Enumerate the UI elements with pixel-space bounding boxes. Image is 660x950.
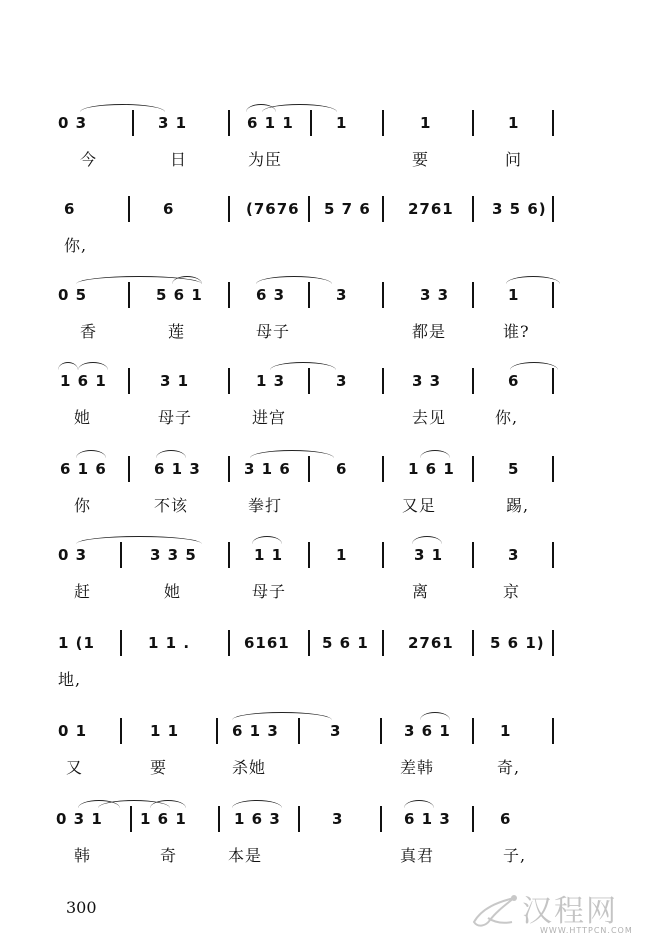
bar-line [308, 630, 310, 656]
lyric: 母子 [256, 322, 291, 341]
note-group: 3 [336, 372, 348, 390]
bar-line [382, 368, 384, 394]
lyric: 问 [505, 150, 523, 169]
tie-arc [150, 800, 186, 809]
note-group: 6 1 3 [404, 810, 451, 828]
lyric: 去见 [412, 408, 447, 427]
note-group: 1 [420, 114, 432, 132]
lyrics-line [0, 147, 660, 173]
score-system-8 [0, 718, 660, 804]
note-group: 3 [336, 286, 348, 304]
note-group: 3 1 6 [244, 460, 291, 478]
crane-logo-icon [468, 888, 522, 936]
bar-line [472, 542, 474, 568]
lyric: 奇 [160, 846, 178, 865]
notation-line [0, 196, 660, 226]
note-group: 6 [336, 460, 348, 478]
note-group: 5 7 6 [324, 200, 371, 218]
bar-line [552, 718, 554, 744]
lyric: 要 [150, 758, 168, 777]
bar-line [552, 282, 554, 308]
notation-line [0, 542, 660, 572]
note-group: 3 [330, 722, 342, 740]
note-group: 2761 [408, 200, 454, 218]
note-group: 3 3 [412, 372, 442, 390]
note-group: 6 [163, 200, 175, 218]
bar-line [228, 282, 230, 308]
note-group: 1 [336, 546, 348, 564]
note-group: 6 1 6 [60, 460, 107, 478]
lyrics-line [0, 405, 660, 431]
bar-line [228, 456, 230, 482]
bar-line [552, 456, 554, 482]
bar-line [308, 282, 310, 308]
note-group: 3 6 1 [404, 722, 451, 740]
bar-line [552, 542, 554, 568]
bar-line [130, 806, 132, 832]
score-system-2 [0, 196, 660, 282]
bar-line [472, 630, 474, 656]
note-group: 3 3 5 [150, 546, 197, 564]
bar-line [308, 456, 310, 482]
bar-line [472, 718, 474, 744]
note-group: 1 1 . [148, 634, 191, 652]
note-group: 3 [332, 810, 344, 828]
bar-line [128, 456, 130, 482]
score-system-6 [0, 542, 660, 628]
score-system-7 [0, 630, 660, 716]
notation-line [0, 456, 660, 486]
tie-arc [58, 362, 78, 371]
note-group: 3 1 [414, 546, 444, 564]
note-group: 3 [508, 546, 520, 564]
notation-line [0, 806, 660, 836]
tie-arc [172, 276, 202, 285]
note-group: 1 (1 [58, 634, 95, 652]
lyric: 为臣 [248, 150, 283, 169]
tie-arc [232, 712, 332, 721]
bar-line [472, 282, 474, 308]
lyric: 离 [412, 582, 430, 601]
bar-line [228, 630, 230, 656]
tie-arc [420, 712, 450, 721]
tie-arc [256, 276, 332, 285]
note-group: 1 6 3 [234, 810, 281, 828]
lyrics-line [0, 843, 660, 869]
lyric: 香 [80, 322, 98, 341]
note-group: 1 6 1 [60, 372, 107, 390]
lyric: 莲 [168, 322, 186, 341]
page-number: 300 [66, 898, 97, 917]
score-system-1 [0, 110, 660, 196]
bar-line [120, 630, 122, 656]
bar-line [218, 806, 220, 832]
note-group: 0 3 1 [56, 810, 103, 828]
watermark-site-name: 汉程网 [522, 894, 618, 929]
bar-line [120, 542, 122, 568]
note-group: 6161 [244, 634, 290, 652]
score-system-5 [0, 456, 660, 542]
bar-line [128, 282, 130, 308]
note-group: 3 1 [158, 114, 188, 132]
bar-line [472, 110, 474, 136]
lyric: 差韩 [400, 758, 435, 777]
tie-arc [270, 362, 336, 371]
lyric: 奇, [497, 758, 521, 777]
note-group: 6 [64, 200, 76, 218]
lyric: 母子 [252, 582, 287, 601]
lyric: 进宫 [252, 408, 287, 427]
site-watermark [462, 884, 652, 944]
bar-line [472, 196, 474, 222]
tie-arc [76, 450, 106, 459]
bar-line [382, 110, 384, 136]
lyric: 真君 [400, 846, 435, 865]
lyrics-line [0, 667, 660, 693]
note-group: (7676 [246, 200, 300, 218]
lyric: 赶 [74, 582, 92, 601]
lyric: 都是 [412, 322, 447, 341]
lyrics-line [0, 579, 660, 605]
bar-line [228, 368, 230, 394]
bar-line [228, 196, 230, 222]
note-group: 6 1 1 [247, 114, 294, 132]
bar-line [472, 806, 474, 832]
bar-line [308, 542, 310, 568]
note-group: 5 6 1) [490, 634, 545, 652]
bar-line [380, 718, 382, 744]
note-group: 1 [508, 114, 520, 132]
tie-arc [252, 536, 282, 545]
bar-line [228, 110, 230, 136]
bar-line [382, 456, 384, 482]
note-group: 1 6 1 [140, 810, 187, 828]
lyric: 地, [58, 670, 82, 689]
note-group: 1 1 [254, 546, 284, 564]
bar-line [382, 630, 384, 656]
bar-line [552, 196, 554, 222]
lyrics-line [0, 493, 660, 519]
bar-line [552, 110, 554, 136]
note-group: 6 [500, 810, 512, 828]
notation-line [0, 630, 660, 660]
lyric: 杀她 [232, 758, 267, 777]
tie-arc [80, 104, 165, 113]
lyric: 要 [412, 150, 430, 169]
note-group: 1 3 [256, 372, 286, 390]
bar-line [216, 718, 218, 744]
bar-line [382, 542, 384, 568]
score-system-9 [0, 806, 660, 892]
lyric: 她 [74, 408, 92, 427]
tie-arc [262, 104, 337, 113]
note-group: 3 3 [420, 286, 450, 304]
bar-line [120, 718, 122, 744]
lyrics-line [0, 755, 660, 781]
bar-line [552, 368, 554, 394]
tie-arc [250, 450, 334, 459]
note-group: 1 [508, 286, 520, 304]
tie-arc [78, 362, 108, 371]
note-group: 1 [336, 114, 348, 132]
tie-arc [156, 450, 186, 459]
note-group: 1 [500, 722, 512, 740]
bar-line [228, 542, 230, 568]
bar-line [382, 196, 384, 222]
tie-arc [412, 536, 442, 545]
bar-line [472, 456, 474, 482]
note-group: 0 3 [58, 546, 88, 564]
lyric: 踢, [506, 496, 530, 515]
note-group: 6 3 [256, 286, 286, 304]
lyric: 又足 [402, 496, 437, 515]
note-group: 1 1 [150, 722, 180, 740]
bar-line [552, 630, 554, 656]
lyric: 她 [164, 582, 182, 601]
bar-line [380, 806, 382, 832]
tie-arc [420, 450, 450, 459]
lyric: 今 [80, 150, 98, 169]
note-group: 5 [508, 460, 520, 478]
bar-line [472, 368, 474, 394]
lyric: 韩 [74, 846, 92, 865]
note-group: 5 6 1 [322, 634, 369, 652]
lyric: 你, [495, 408, 519, 427]
tie-arc [76, 536, 202, 545]
tie-arc [510, 362, 558, 371]
lyric: 不该 [154, 496, 189, 515]
bar-line [382, 282, 384, 308]
score-system-3 [0, 282, 660, 368]
lyric: 谁? [503, 322, 530, 341]
note-group: 0 5 [58, 286, 88, 304]
lyric: 日 [170, 150, 188, 169]
lyric: 你, [64, 236, 88, 255]
score-system-4 [0, 368, 660, 454]
note-group: 6 1 3 [154, 460, 201, 478]
note-group: 0 3 [58, 114, 88, 132]
bar-line [128, 196, 130, 222]
lyric: 母子 [158, 408, 193, 427]
notation-line [0, 282, 660, 312]
tie-arc [404, 800, 434, 809]
lyric: 本是 [228, 846, 263, 865]
bar-line [298, 718, 300, 744]
note-group: 2761 [408, 634, 454, 652]
note-group: 6 [508, 372, 520, 390]
note-group: 5 6 1 [156, 286, 203, 304]
note-group: 0 1 [58, 722, 88, 740]
lyrics-line [0, 233, 660, 259]
notation-line [0, 368, 660, 398]
tie-arc [232, 800, 282, 809]
notation-line [0, 718, 660, 748]
bar-line [298, 806, 300, 832]
notation-line [0, 110, 660, 140]
lyric: 京 [503, 582, 521, 601]
bar-line [308, 196, 310, 222]
lyric: 又 [66, 758, 84, 777]
note-group: 6 1 3 [232, 722, 279, 740]
watermark-url: WWW.HTTPCN.COM [540, 926, 633, 935]
lyric: 你 [74, 496, 92, 515]
bar-line [308, 368, 310, 394]
note-group: 1 6 1 [408, 460, 455, 478]
lyric: 子, [503, 846, 527, 865]
lyrics-line [0, 319, 660, 345]
bar-line [310, 110, 312, 136]
note-group: 3 5 6) [492, 200, 547, 218]
bar-line [132, 110, 134, 136]
lyric: 拳打 [248, 496, 283, 515]
bar-line [128, 368, 130, 394]
note-group: 3 1 [160, 372, 190, 390]
